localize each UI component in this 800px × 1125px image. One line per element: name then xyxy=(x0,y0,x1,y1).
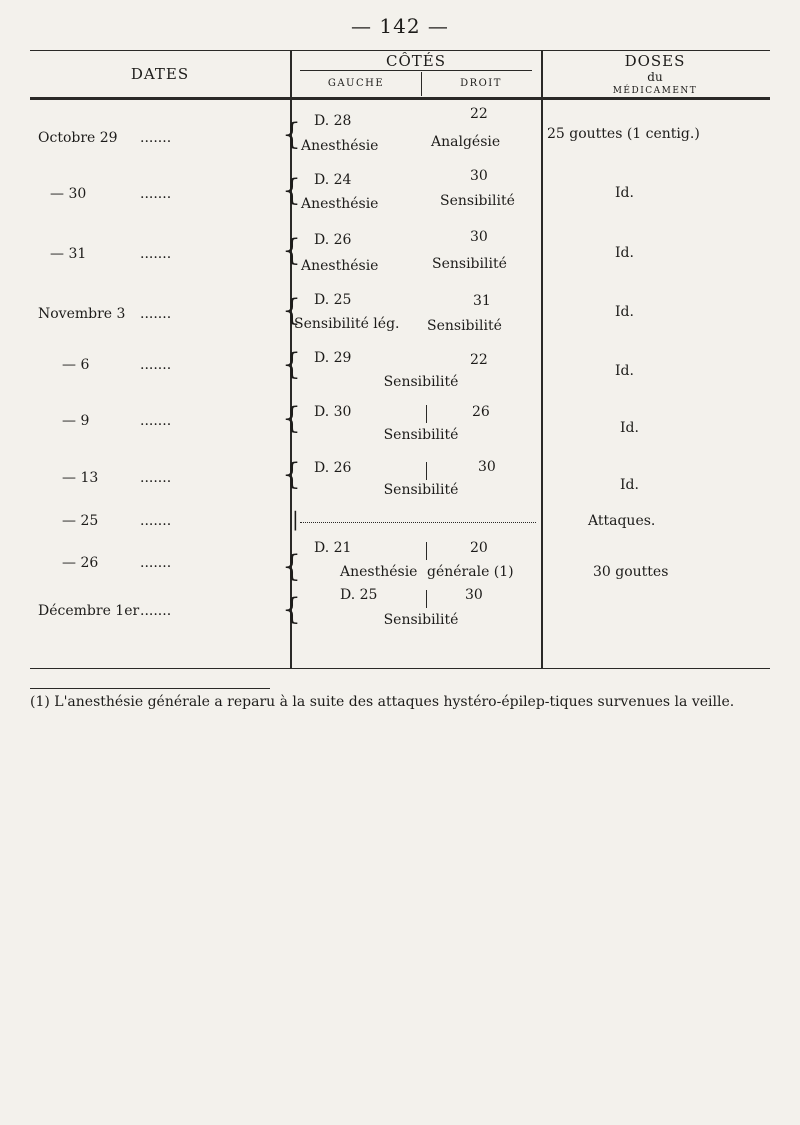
brace-icon: { xyxy=(282,347,302,382)
header-medicament: MÉDICAMENT xyxy=(612,86,698,96)
gauche-value: D. 26 xyxy=(314,232,352,248)
span-label: Sensibilité xyxy=(383,482,459,498)
dose-value: Id. xyxy=(615,363,634,379)
header-cotes: CÔTÉS xyxy=(385,52,447,70)
row-date: — 13 xyxy=(62,470,99,486)
dotted-leader xyxy=(300,514,536,523)
row-date: — 9 xyxy=(62,413,90,429)
brace-icon: { xyxy=(282,233,302,268)
row-dots: ....... xyxy=(140,246,172,262)
droit-value: 31 xyxy=(473,293,491,309)
brace-icon: | xyxy=(292,507,299,531)
gauche-label: Anesthésie xyxy=(301,138,379,154)
row-date: — 6 xyxy=(62,357,90,373)
dose-value: Id. xyxy=(620,477,639,493)
gauche-value: D. 30 xyxy=(314,404,352,420)
droit-value: 26 xyxy=(472,404,490,420)
gauche-value: D. 28 xyxy=(314,113,352,129)
gauche-label: Anesthésie xyxy=(301,258,379,274)
span-label: Sensibilité xyxy=(383,374,459,390)
value-separator xyxy=(426,542,427,560)
droit-label: Analgésie xyxy=(431,134,501,150)
dose-value: Id. xyxy=(615,304,634,320)
row-date: — 31 xyxy=(50,246,87,262)
col-rule-gauche-droit-hdr xyxy=(421,72,422,96)
footnote: (1) L'anesthésie générale a reparu à la suite des attaques hystéro-épilep-tiques survenues la veille. xyxy=(30,694,735,710)
value-separator xyxy=(426,590,427,608)
header-dates: DATES xyxy=(130,65,190,83)
dose-value: 25 gouttes (1 centig.) xyxy=(547,126,700,142)
brace-icon: { xyxy=(282,293,302,328)
droit-label: Sensibilité xyxy=(440,193,515,209)
gauche-label: Anesthésie xyxy=(301,196,379,212)
row-dots: ....... xyxy=(140,513,172,529)
brace-icon: { xyxy=(282,549,302,584)
row-date: Novembre 3 xyxy=(38,306,126,322)
row-dots: ....... xyxy=(140,470,172,486)
row-dots: ....... xyxy=(140,357,172,373)
droit-label: Sensibilité xyxy=(427,318,502,334)
row-dots: ....... xyxy=(140,186,172,202)
row-dots: ....... xyxy=(140,413,172,429)
droit-value: 20 xyxy=(470,540,488,556)
footnote-rule xyxy=(30,688,270,689)
header-rule xyxy=(30,97,770,100)
brace-icon: { xyxy=(282,117,302,152)
gauche-value: D. 26 xyxy=(314,460,352,476)
droit-value: 30 xyxy=(465,587,483,603)
dose-value: Attaques. xyxy=(588,513,656,529)
dose-value: Id. xyxy=(615,245,634,261)
droit-value: 30 xyxy=(470,168,488,184)
gauche-label: Anesthésie xyxy=(340,564,418,580)
header-gauche: GAUCHE xyxy=(327,78,385,89)
header-doses-du: du xyxy=(647,70,663,84)
dose-value: Id. xyxy=(615,185,634,201)
row-dots: ....... xyxy=(140,130,172,146)
header-droit: DROIT xyxy=(460,78,502,89)
gauche-value: D. 25 xyxy=(314,292,352,308)
droit-value: 22 xyxy=(470,106,488,122)
header-doses: DOSES xyxy=(624,52,686,70)
span-label: Sensibilité xyxy=(383,427,459,443)
cotes-rule xyxy=(300,70,532,71)
row-dots: ....... xyxy=(140,306,172,322)
brace-icon: { xyxy=(282,401,302,436)
dose-value: 30 gouttes xyxy=(593,564,669,580)
table-top-rule xyxy=(30,50,770,51)
page-number: — 142 — xyxy=(351,14,449,38)
row-date: — 26 xyxy=(62,555,99,571)
value-separator xyxy=(426,405,427,423)
gauche-value: D. 21 xyxy=(314,540,352,556)
droit-value: 30 xyxy=(470,229,488,245)
dose-value: Id. xyxy=(620,420,639,436)
row-date: Octobre 29 xyxy=(38,130,118,146)
row-dots: ....... xyxy=(140,555,172,571)
droit-value: 22 xyxy=(470,352,488,368)
droit-label: Sensibilité xyxy=(432,256,507,272)
table-bottom-rule xyxy=(30,668,770,669)
row-date: — 25 xyxy=(62,513,99,529)
col-rule-doses xyxy=(541,50,543,668)
gauche-label: Sensibilité lég. xyxy=(294,316,400,332)
droit-value: 30 xyxy=(478,459,496,475)
row-date: Décembre 1er xyxy=(38,603,140,619)
row-dots: ....... xyxy=(140,603,172,619)
value-separator xyxy=(426,462,427,480)
row-date: — 30 xyxy=(50,186,87,202)
gauche-value: D. 24 xyxy=(314,172,352,188)
brace-icon: { xyxy=(282,173,302,208)
span-label: Sensibilité xyxy=(383,612,459,628)
gauche-value: D. 25 xyxy=(340,587,378,603)
brace-icon: { xyxy=(282,457,302,492)
gauche-value: D. 29 xyxy=(314,350,352,366)
brace-icon: { xyxy=(282,592,302,627)
droit-label: générale (1) xyxy=(427,564,514,580)
